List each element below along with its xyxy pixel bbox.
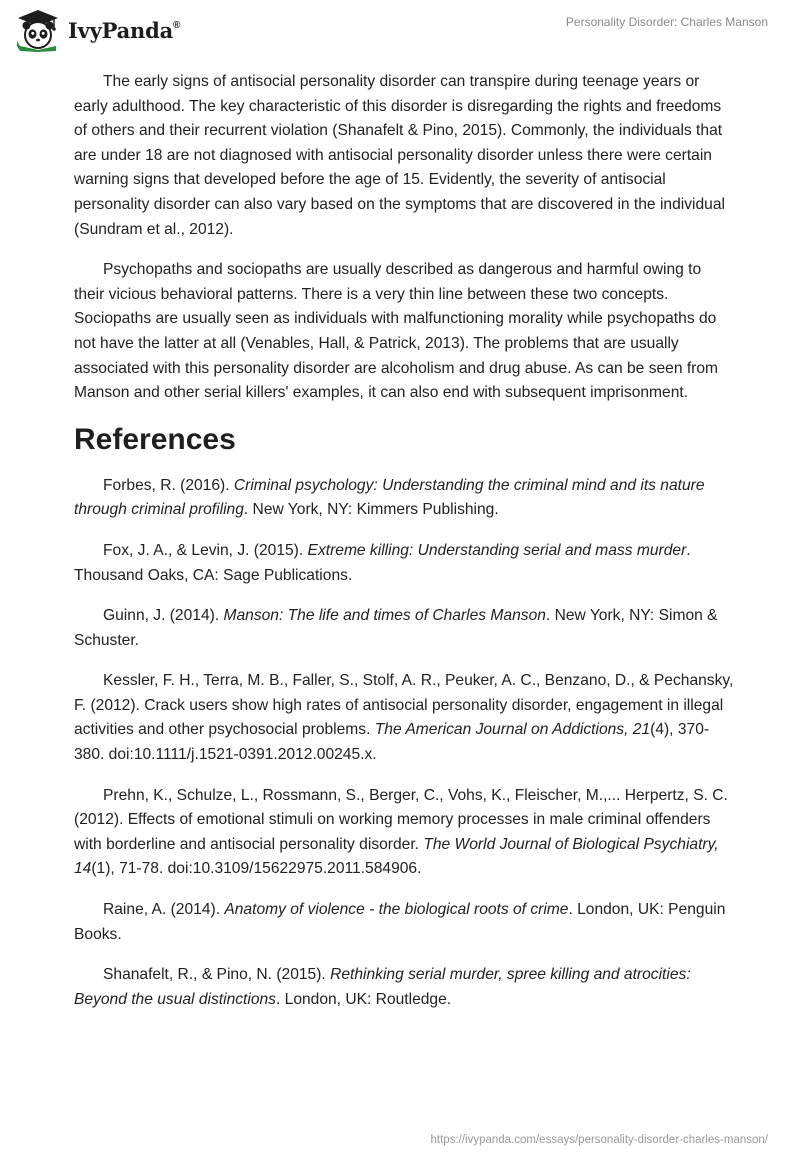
- reference-item: Fox, J. A., & Levin, J. (2015). Extreme killing: Understanding serial and mass murder. Thousand Oaks, CA: Sage Publications.: [74, 541, 691, 584]
- references-heading: References: [74, 422, 236, 456]
- panda-logo-icon: [14, 8, 62, 52]
- essay-content: [74, 70, 734, 1028]
- body-paragraph: The early signs of antisocial personality disorder can transpire during teenage years or early adulthood. The key characteristic of this disorder is disregarding the rights and freedoms of others and their recurrent violation (Shanafelt & Pino, 2015). Commonly, the individuals that are under 18 are not diagnosed with antisocial personality disorder unless there were certain warning signs that developed before the age of 15. Evidently, the severity of antisocial personality disorder can also vary based on the symptoms that are discovered in the individual (Sundram et al., 2012).: [74, 73, 725, 238]
- body-paragraph: Psychopaths and sociopaths are usually described as dangerous and harmful owing to their vicious behavioral patterns. There is a very thin line between these two concepts. Sociopaths are usually seen as individuals with malfunctioning morality while psychopaths do not have the latter at all (Venables, Hall, & Patrick, 2013). The problems that are usually associated with this personality disorder are alcoholism and drug abuse. As can be seen from Manson and other serial killers' examples, it can also end with subsequent imprisonment.: [74, 261, 719, 402]
- brand-name: IvyPanda®: [68, 17, 181, 43]
- reference-item: Forbes, R. (2016). Criminal psychology: Understanding the criminal mind and its nature through criminal profiling. New York, NY: Kimmers Publishing.: [74, 476, 705, 519]
- reference-item: Prehn, K., Schulze, L., Rossmann, S., Berger, C., Vohs, K., Fleischer, M.,... Herpertz, S. C. (2012). Effects of emotional stimuli on working memory processes in male criminal offenders with borderline and antisocial personality disorder. The World Journal of Biological Psychiatry, 14(1), 71-78. doi:10.3109/15622975.2011.584906.: [74, 786, 728, 878]
- reference-item: Raine, A. (2014). Anatomy of violence - the biological roots of crime. London, UK: Penguin Books.: [74, 901, 726, 943]
- reference-list: [74, 474, 734, 1013]
- reference-item: Kessler, F. H., Terra, M. B., Faller, S., Stolf, A. R., Peuker, A. C., Benzano, D., & Pechansky, F. (2012). Crack users show high rates of antisocial personality disorder, engagement in illegal activities and other psychosocial problems. The American Journal on Addictions, 21(4), 370-380. doi:10.1111/j.1521-0391.2012.00245.x.: [74, 672, 734, 764]
- source-url[interactable]: https://ivypanda.com/essays/personality-disorder-charles-manson/: [430, 1134, 768, 1146]
- reference-item: Shanafelt, R., & Pino, N. (2015). Rethinking serial murder, spree killing and atrocities: Beyond the usual distinctions. London, UK: Routledge.: [74, 966, 691, 1008]
- reference-item: Guinn, J. (2014). Manson: The life and times of Charles Manson. New York, NY: Simon & Schuster.: [74, 607, 718, 649]
- page-header: [0, 0, 800, 60]
- document-title: Personality Disorder: Charles Manson: [565, 15, 768, 29]
- brand-logo[interactable]: [14, 8, 180, 52]
